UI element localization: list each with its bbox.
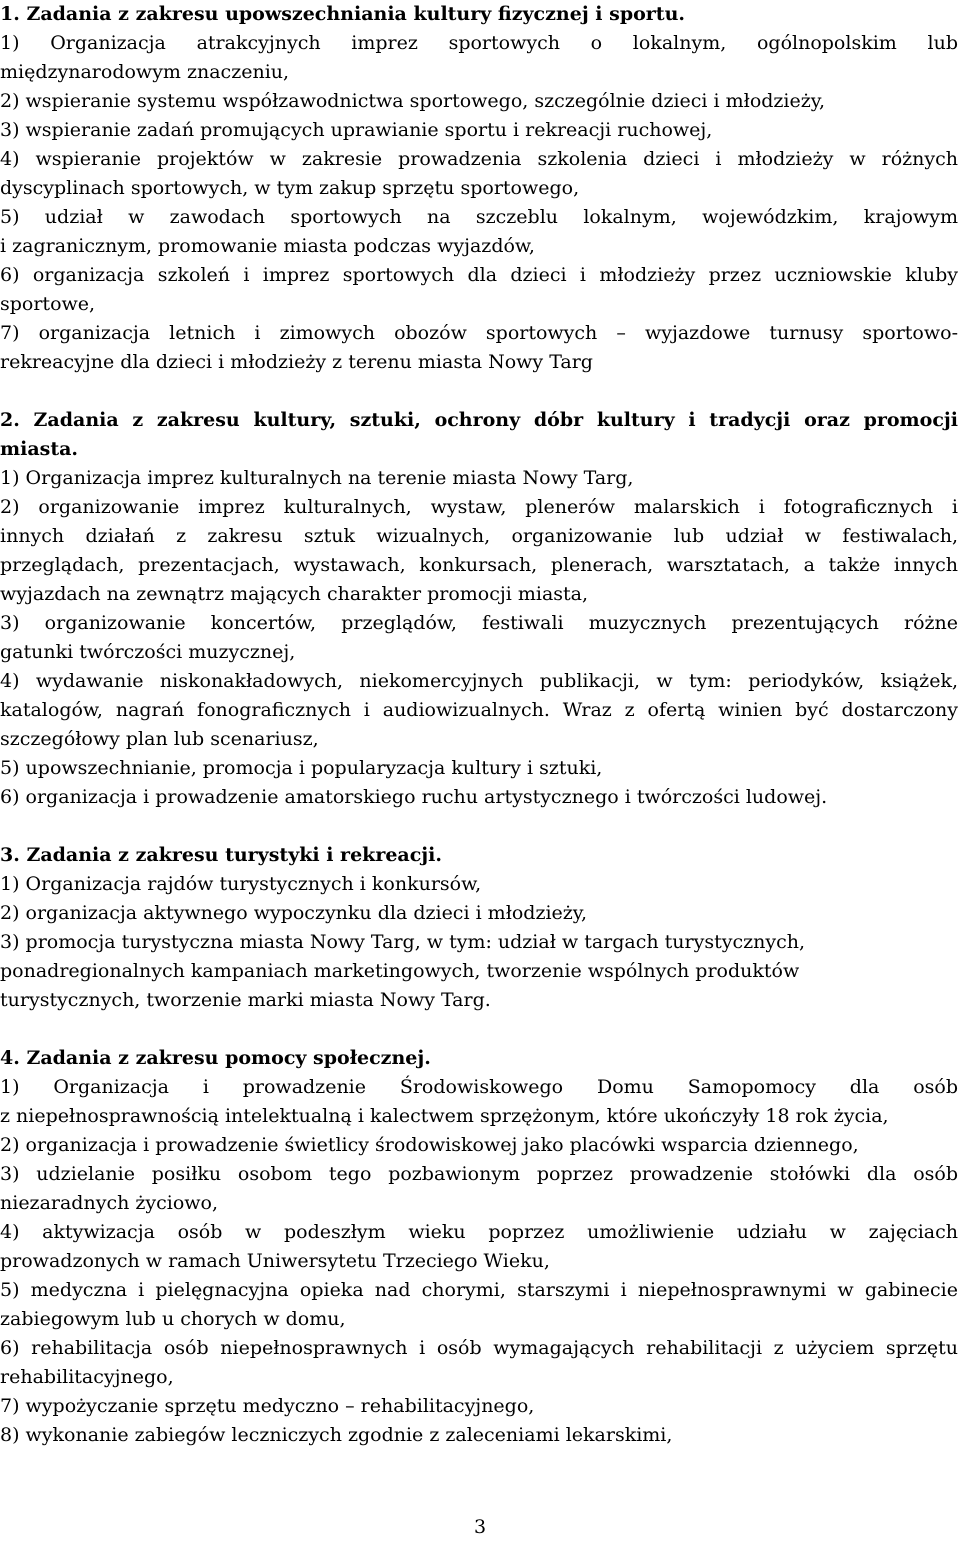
section-heading-line: 1. Zadania z zakresu upowszechniania kultury fizycznej i sportu. <box>0 3 686 25</box>
section-2 <box>0 406 958 812</box>
text-line: z niepełnosprawnością intelektualną i kalectwem sprzężonym, które ukończyły 18 rok życia, <box>0 1105 889 1127</box>
text-line: 1) Organizacja imprez kulturalnych na terenie miasta Nowy Targ, <box>0 467 634 489</box>
text-line: innych działań z zakresu sztuk wizualnych, organizowanie lub udział w festiwalach, <box>0 525 958 547</box>
text-line: 3) organizowanie koncertów, przeglądów, festiwali muzycznych prezentujących różne <box>0 612 958 634</box>
text-line: 2) wspieranie systemu współzawodnictwa sportowego, szczególnie dzieci i młodzieży, <box>0 90 826 112</box>
section-3 <box>0 841 958 1015</box>
text-line: 7) organizacja letnich i zimowych obozów sportowych – wyjazdowe turnusy sportowo- <box>0 322 958 344</box>
text-line: rehabilitacyjnego, <box>0 1366 174 1388</box>
text-line: 2) organizacja i prowadzenie świetlicy środowiskowej jako placówki wsparcia dziennego, <box>0 1134 859 1156</box>
text-line: 4) wydawanie niskonakładowych, niekomercyjnych publikacji, w tym: periodyków, książek, <box>0 670 958 692</box>
text-line: międzynarodowym znaczeniu, <box>0 61 290 83</box>
text-line: 3) udzielanie posiłku osobom tego pozbawionym poprzez prowadzenie stołówki dla osób <box>0 1163 958 1185</box>
section-spacer <box>0 377 958 406</box>
section-heading-line: miasta. <box>0 438 79 460</box>
text-line: 5) medyczna i pielęgnacyjna opieka nad chorymi, starszymi i niepełnosprawnymi w gabinecie <box>0 1279 958 1301</box>
text-line: przeglądach, prezentacjach, wystawach, konkursach, plenerach, warsztatach, a także innych <box>0 554 958 576</box>
text-line: prowadzonych w ramach Uniwersytetu Trzeciego Wieku, <box>0 1250 550 1272</box>
text-line: 6) organizacja szkoleń i imprez sportowych dla dzieci i młodzieży przez uczniowskie kluby <box>0 264 958 286</box>
text-line: 5) udział w zawodach sportowych na szczeblu lokalnym, wojewódzkim, krajowym <box>0 206 958 228</box>
text-line: katalogów, nagrań fonograficznych i audiowizualnych. Wraz z ofertą winien być dostarczony <box>0 699 958 721</box>
section-4 <box>0 1044 958 1450</box>
text-line: 3) wspieranie zadań promujących uprawianie sportu i rekreacji ruchowej, <box>0 119 713 141</box>
text-line: 2) organizacja aktywnego wypoczynku dla dzieci i młodzieży, <box>0 902 588 924</box>
text-line: szczegółowy plan lub scenariusz, <box>0 728 319 750</box>
section-1 <box>0 0 958 377</box>
text-line: 8) wykonanie zabiegów leczniczych zgodnie z zaleceniami lekarskimi, <box>0 1424 673 1446</box>
section-spacer <box>0 812 958 841</box>
text-line: ponadregionalnych kampaniach marketingowych, tworzenie wspólnych produktów <box>0 960 800 982</box>
text-line: turystycznych, tworzenie marki miasta Nowy Targ. <box>0 989 491 1011</box>
section-spacer <box>0 1015 958 1044</box>
text-line: niezaradnych życiowo, <box>0 1192 218 1214</box>
section-heading-line: 2. Zadania z zakresu kultury, sztuki, ochrony dóbr kultury i tradycji oraz promocji <box>0 409 958 431</box>
text-line: 7) wypożyczanie sprzętu medyczno – rehabilitacyjnego, <box>0 1395 535 1417</box>
text-line: 1) Organizacja i prowadzenie Środowiskowego Domu Samopomocy dla osób <box>0 1076 958 1098</box>
text-line: dyscyplinach sportowych, w tym zakup sprzętu sportowego, <box>0 177 580 199</box>
section-heading-line: 4. Zadania z zakresu pomocy społecznej. <box>0 1047 431 1069</box>
text-line: 2) organizowanie imprez kulturalnych, wystaw, plenerów malarskich i fotograficznych i <box>0 496 958 518</box>
text-line: wyjazdach na zewnątrz mających charakter promocji miasta, <box>0 583 589 605</box>
text-line: zabiegowym lub u chorych w domu, <box>0 1308 346 1330</box>
text-line: 1) Organizacja rajdów turystycznych i konkursów, <box>0 873 482 895</box>
text-line: rekreacyjne dla dzieci i młodzieży z terenu miasta Nowy Targ <box>0 351 593 373</box>
text-line: 6) organizacja i prowadzenie amatorskiego ruchu artystycznego i twórczości ludowej. <box>0 786 828 808</box>
text-line: 3) promocja turystyczna miasta Nowy Targ, w tym: udział w targach turystycznych, <box>0 931 806 953</box>
text-line: 4) aktywizacja osób w podeszłym wieku poprzez umożliwienie udziału w zajęciach <box>0 1221 958 1243</box>
text-line: 1) Organizacja atrakcyjnych imprez sportowych o lokalnym, ogólnopolskim lub <box>0 32 958 54</box>
text-line: i zagranicznym, promowanie miasta podczas wyjazdów, <box>0 235 535 257</box>
text-line: 5) upowszechnianie, promocja i popularyzacja kultury i sztuki, <box>0 757 603 779</box>
section-heading-line: 3. Zadania z zakresu turystyki i rekreacji. <box>0 844 443 866</box>
page-number: 3 <box>473 1516 487 1538</box>
text-line: gatunki twórczości muzycznej, <box>0 641 296 663</box>
text-line: 6) rehabilitacja osób niepełnosprawnych i osób wymagających rehabilitacji z użyciem sprzętu <box>0 1337 958 1359</box>
text-line: sportowe, <box>0 293 96 315</box>
text-line: 4) wspieranie projektów w zakresie prowadzenia szkolenia dzieci i młodzieży w różnych <box>0 148 958 170</box>
